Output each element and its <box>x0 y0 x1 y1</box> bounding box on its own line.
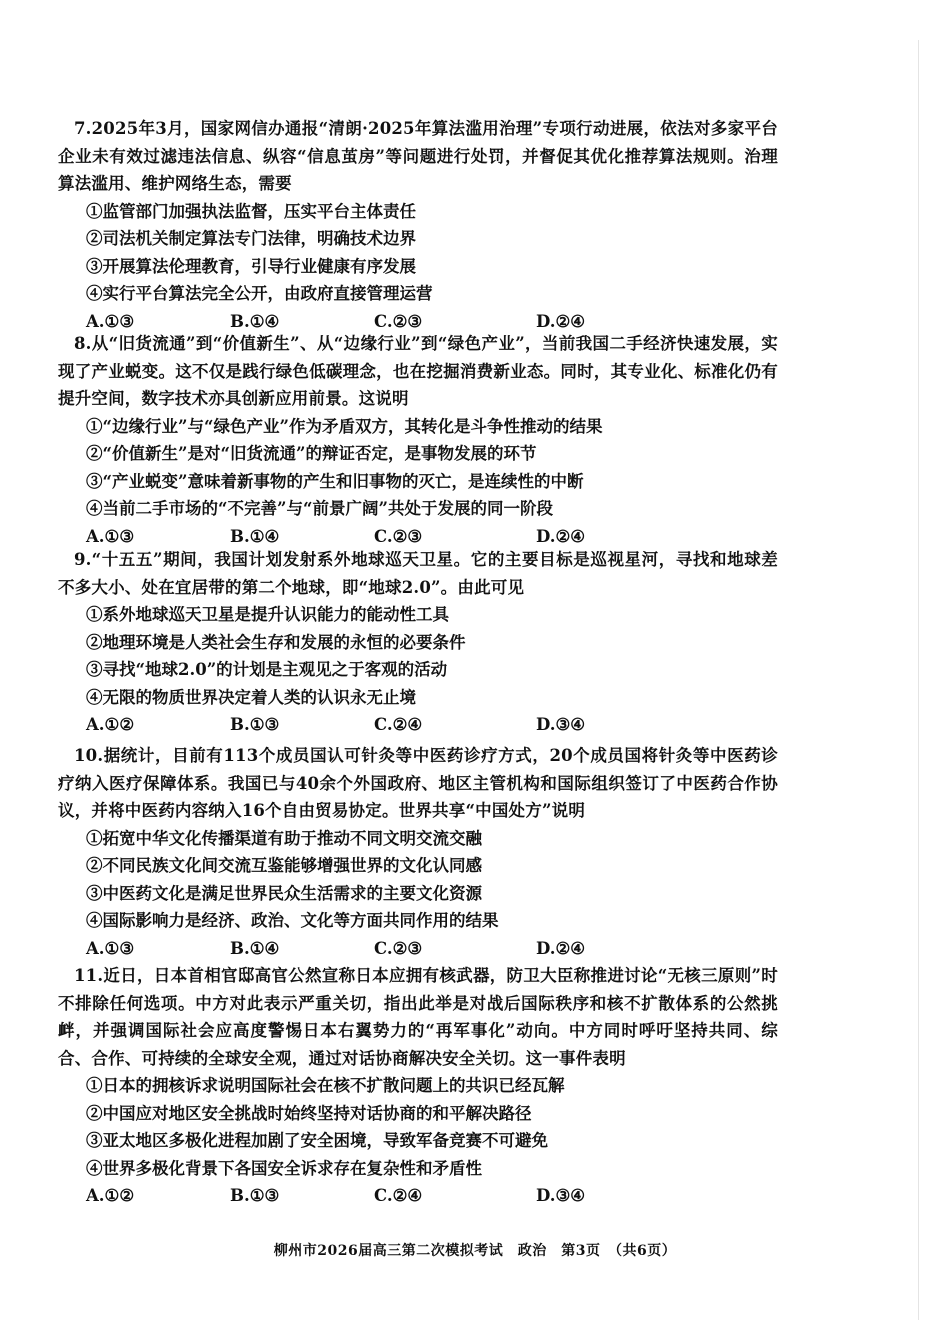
question-7 <box>58 115 778 335</box>
statement: ③开展算法伦理教育，引导行业健康有序发展 <box>86 256 416 276</box>
statement: ①拓宽中华文化传播渠道有助于推动不同文明交流交融 <box>86 828 482 848</box>
choice-c: C.②③ <box>374 938 423 958</box>
choice-a: A.①② <box>86 715 135 734</box>
question-stem: 8.从“旧货流通”到“价值新生”、从“边缘行业”到“绿色产业”，当前我国二手经济快速发展，实现了产业蜕变。这不仅是践行绿色低碳理念，也在挖掘消费新业态。同时，其专业化、标准化仍有提升空间，数字技术亦具创新应用前景。这说明 <box>58 334 778 408</box>
statement: ③“产业蜕变”意味着新事物的产生和旧事物的灭亡，是连续性的中断 <box>86 471 584 491</box>
statement: ②中国应对地区安全挑战时始终坚持对话协商的和平解决路径 <box>86 1103 532 1123</box>
choice-c: C.②③ <box>374 526 423 546</box>
choice-c: C.②③ <box>374 311 423 331</box>
question-stem: 10.据统计，目前有113个成员国认可针灸等中医药诊疗方式，20个成员国将针灸等中医药诊疗纳入医疗保障体系。我国已与40余个外国政府、地区主管机构和国际组织签订了中医药合作协议，并将中医药内容纳入16个自由贸易协定。世界共享“中国处方”说明 <box>58 746 778 820</box>
question-stem: 7.2025年3月，国家网信办通报“清朗·2025年算法滥用治理”专项行动进展，依法对多家平台企业未有效过滤违法信息、纵容“信息茧房”等问题进行处罚，并督促其优化推荐算法规则。治理算法滥用、维护网络生态，需要 <box>58 119 778 193</box>
statement: ①“边缘行业”与“绿色产业”作为矛盾双方，其转化是斗争性推动的结果 <box>86 416 603 436</box>
question-10 <box>58 742 778 962</box>
statement: ②司法机关制定算法专门法律，明确技术边界 <box>86 229 416 248</box>
choice-a: A.①③ <box>86 938 135 958</box>
choice-b: B.①③ <box>230 715 280 734</box>
statement: ①系外地球巡天卫星是提升认识能力的能动性工具 <box>86 605 449 624</box>
choice-a: A.①③ <box>86 526 135 546</box>
statement: ②“价值新生”是对“旧货流通”的辩证否定，是事物发展的环节 <box>86 444 537 463</box>
statement: ①监管部门加强执法监督，压实平台主体责任 <box>86 201 416 221</box>
statement: ③中医药文化是满足世界民众生活需求的主要文化资源 <box>86 883 482 903</box>
choice-c: C.②④ <box>374 715 423 734</box>
choice-b: B.①④ <box>230 526 280 546</box>
statement: ③寻找“地球2.0”的计划是主观见之于客观的活动 <box>86 660 448 679</box>
statement: ①日本的拥核诉求说明国际社会在核不扩散问题上的共识已经瓦解 <box>86 1076 565 1095</box>
choice-b: B.①④ <box>230 938 280 958</box>
question-stem: 11.近日，日本首相官邸高官公然宣称日本应拥有核武器，防卫大臣称推进讨论“无核三原则”时不排除任何选项。中方对此表示严重关切，指出此举是对战后国际秩序和核不扩散体系的公然挑衅，并强调国际社会应高度警惕日本右翼势力的“再军事化”动向。中方同时呼吁坚持共同、综合、合作、可持续的全球安全观，通过对话协商解决安全关切。这一事件表明 <box>58 966 778 1068</box>
statement: ④当前二手市场的“不完善”与“前景广阔”共处于发展的同一阶段 <box>86 499 553 518</box>
choice-a: A.①② <box>86 1186 135 1205</box>
statement: ④国际影响力是经济、政治、文化等方面共同作用的结果 <box>86 911 499 930</box>
answer-choices <box>58 935 778 963</box>
statement: ③亚太地区多极化进程加剧了安全困境，导致军备竞赛不可避免 <box>86 1131 548 1150</box>
page-footer: 柳州市2026届高三第二次模拟考试 政治 第3页 （共6页） <box>273 1243 677 1259</box>
statement: ②地理环境是人类社会生存和发展的永恒的必要条件 <box>86 632 466 652</box>
choice-a: A.①③ <box>86 311 135 331</box>
choice-d: D.③④ <box>536 1186 586 1205</box>
choice-d: D.②④ <box>536 311 586 331</box>
statement: ④无限的物质世界决定着人类的认识永无止境 <box>86 687 416 707</box>
statement: ④世界多极化背景下各国安全诉求存在复杂性和矛盾性 <box>86 1158 482 1178</box>
choice-d: D.②④ <box>536 938 586 958</box>
choice-b: B.①④ <box>230 311 280 331</box>
choice-d: D.③④ <box>536 715 586 734</box>
answer-choices <box>58 711 778 739</box>
statement: ④实行平台算法完全公开，由政府直接管理运营 <box>86 284 433 303</box>
question-9 <box>58 546 778 739</box>
question-stem: 9.“十五五”期间，我国计划发射系外地球巡天卫星。它的主要目标是巡视星河，寻找和地球差不多大小、处在宜居带的第二个地球，即“地球2.0”。由此可见 <box>58 550 778 597</box>
choice-b: B.①③ <box>230 1186 280 1205</box>
scan-edge-divider <box>918 40 919 1320</box>
choice-d: D.②④ <box>536 526 586 546</box>
choice-c: C.②④ <box>374 1186 423 1205</box>
question-11 <box>58 962 778 1210</box>
answer-choices <box>58 1182 778 1210</box>
question-8 <box>58 330 778 550</box>
statement: ②不同民族文化间交流互鉴能够增强世界的文化认同感 <box>86 856 482 875</box>
